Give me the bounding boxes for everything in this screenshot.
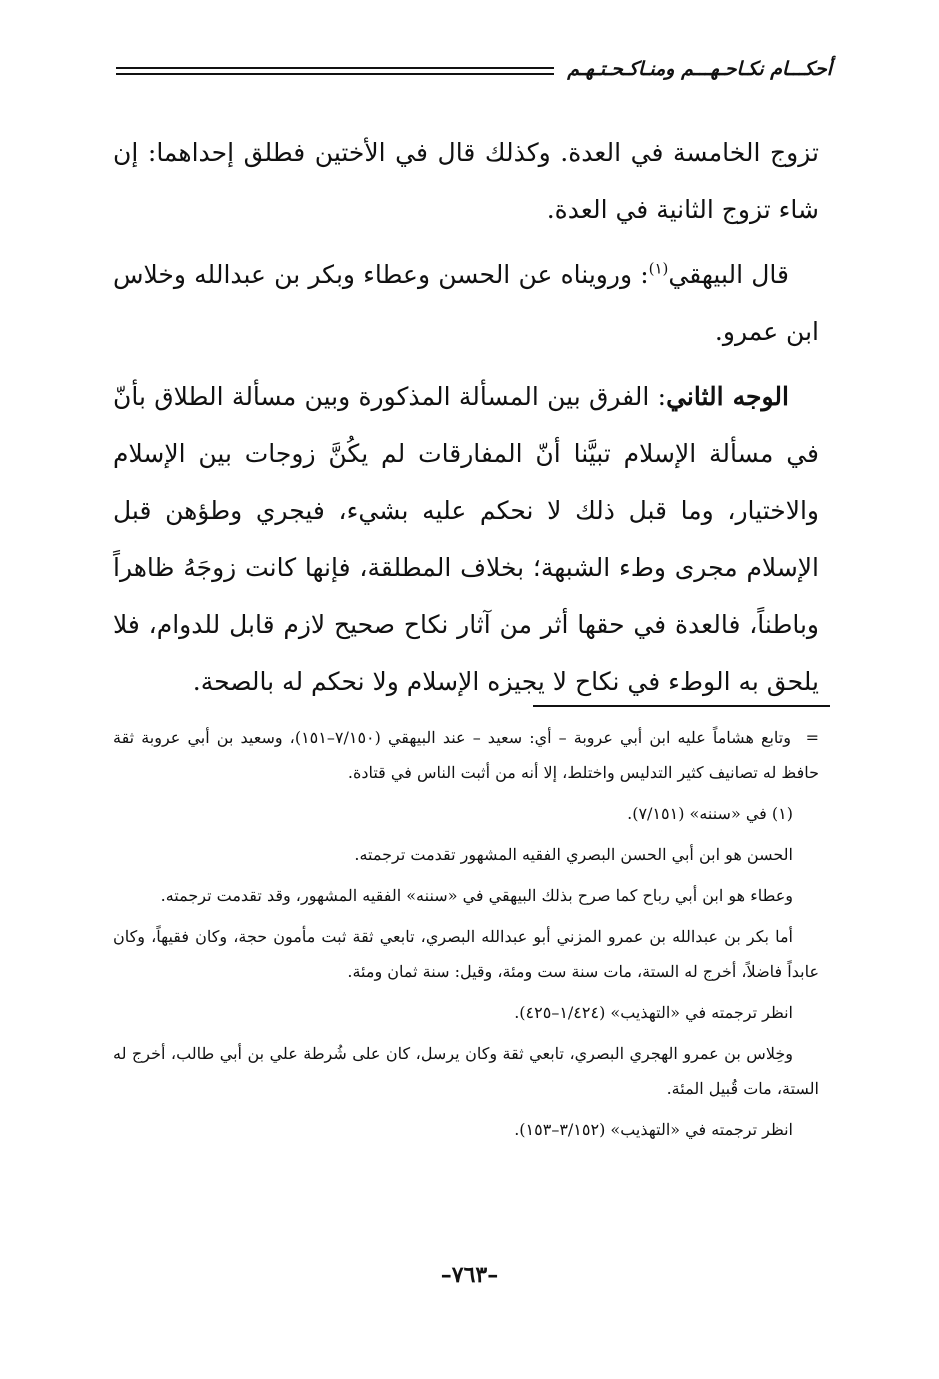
- footnote-1-ataa: وعطاء هو ابن أبي رباح كما صرح بذلك البيهقي في «سننه» الفقيه المشهور، وقد تقدمت ترجمته.: [160, 886, 793, 905]
- footnote-1-hasan: الحسن هو ابن أبي الحسن البصري الفقيه المشهور تقدمت ترجمته.: [354, 845, 793, 864]
- paragraph-2-start: قال البيهقي: [668, 260, 789, 289]
- footnotes: [113, 720, 819, 1153]
- footnote-1-khilas-ref: انظر ترجمته في «التهذيب» (٣/١٥٢–١٥٣).: [514, 1120, 793, 1139]
- paragraph-3-label: الوجه الثاني: [666, 382, 789, 411]
- paragraph-2-end: : ورويناه عن الحسن وعطاء وبكر بن عبدالله وخلاس ابن عمرو.: [113, 260, 819, 346]
- paragraph-3: [113, 368, 819, 710]
- running-header: [116, 58, 832, 92]
- footnote-1-bakr-ref: انظر ترجمته في «التهذيب» (١/٤٢٤–٤٢٥).: [514, 1003, 793, 1022]
- footnote-ref-1: (١): [648, 259, 669, 278]
- header-rule-top: [116, 67, 554, 69]
- main-text: [113, 124, 819, 718]
- header-title: أحكـــام نكـاحـهـــم ومنـاكـحـتـهـم: [567, 58, 832, 80]
- continuation-mark: =: [805, 728, 819, 747]
- footnote-1: (١) في «سننه» (٧/١٥١).: [627, 804, 793, 823]
- footnote-continuation-text: وتابع هشاماً عليه ابن أبي عروبة – أي: سعيد – عند البيهقي (٧/١٥٠–١٥١)، وسعيد بن أبي عروبة ثقة حافظ له تصانيف كثير التدليس واختلط، إلا أنه من أثبت الناس في قتادة.: [113, 728, 819, 782]
- footnote-separator: [533, 705, 830, 707]
- footnote-continuation: [113, 720, 819, 790]
- footnote-1-bakr: أما بكر بن عبدالله بن عمرو المزني أبو عبدالله البصري، تابعي ثقة ثبت مأمون حجة، وكان فقيهاً، وكان عابداً فاضلاً، أخرج له الستة، مات سنة ست ومئة، وقيل: سنة ثمان ومئة.: [113, 927, 819, 981]
- paragraph-3-text: : الفرق بين المسألة المذكورة وبين مسألة الطلاق بأنّ في مسألة الإسلام تبيَّنا أنّ المفارقات لم يكُنَّ زوجات بين الإسلام والاختيار، وما قبل ذلك لا نحكم عليه بشيء، فيجري وطؤهن قبل الإسلام مجرى وطء الشبهة؛ بخلاف المطلقة، فإنها كانت زوجَهُ ظاهراً وباطناً، فالعدة في حقها أثر من آثار نكاح صحيح لازم قابل للدوام، فلا يلحق به الوطء في نكاح لا يجيزه الإسلام ولا نحكم له بالصحة.: [113, 382, 819, 696]
- page-number: –٧٦٣–: [440, 1262, 499, 1288]
- header-rule-bottom: [116, 73, 554, 75]
- header-double-rule: [116, 67, 554, 79]
- footnote-1-khilas: وخِلاس بن عمرو الهجري البصري، تابعي ثقة وكان يرسل، كان على شُرطة علي بن أبي طالب، أخرج له الستة، مات قُبيل المئة.: [113, 1044, 819, 1098]
- paragraph-1: تزوج الخامسة في العدة. وكذلك قال في الأختين فطلق إحداهما: إن شاء تزوج الثانية في العدة.: [113, 138, 819, 224]
- paragraph-2: [113, 246, 819, 360]
